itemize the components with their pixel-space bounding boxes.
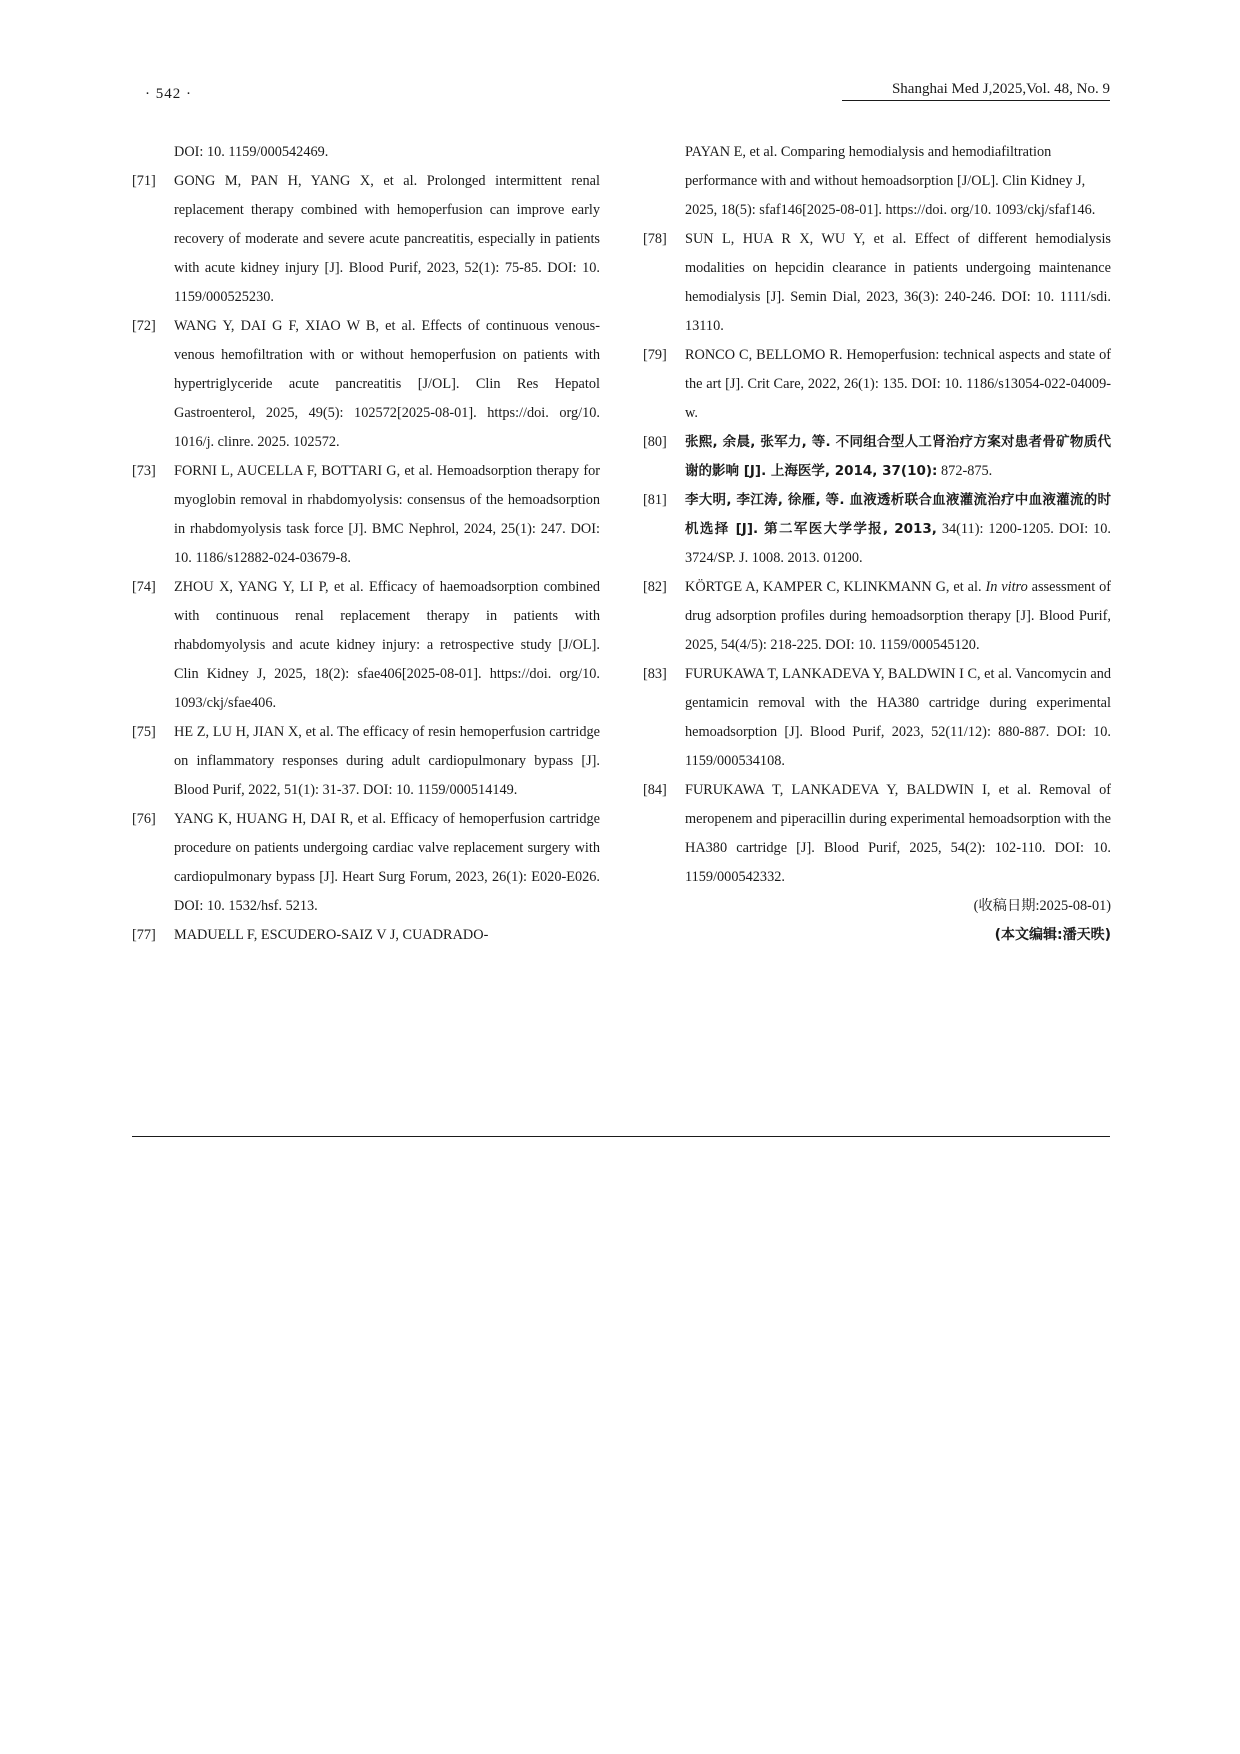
- reference-text: [685, 573, 1111, 660]
- received-date: (收稿日期:2025-08-01): [973, 898, 1111, 914]
- reference-80: [643, 428, 1111, 486]
- reference-number: [72]: [132, 318, 156, 334]
- reference-text: FURUKAWA T, LANKADEVA Y, BALDWIN I, et al. Removal of meropenem and piperacillin during experimental hemoadsorption with the HA380 cartridge [J]. Blood Purif, 2025, 54(2): 102-110. DOI: 10. 1159/000542332.: [685, 782, 1111, 885]
- reference-text-italic: In vitro: [985, 579, 1028, 595]
- reference-number: [77]: [132, 927, 156, 943]
- reference-72: [132, 312, 600, 457]
- reference-number: [74]: [132, 579, 156, 595]
- reference-74: [132, 573, 600, 718]
- reference-text: [685, 428, 1111, 486]
- reference-text: MADUELL F, ESCUDERO-SAIZ V J, CUADRADO-: [174, 927, 489, 943]
- editor-note: (本文编辑:潘天昳): [994, 927, 1111, 943]
- reference-text: YANG K, HUANG H, DAI R, et al. Efficacy of hemoperfusion cartridge procedure on patients undergoing cardiac valve replacement surgery with cardiopulmonary bypass [J]. Heart Surg Forum, 2023, 26(1): E020-E026. DOI: 10. 1532/hsf. 5213.: [174, 811, 600, 914]
- reference-number: [83]: [643, 666, 667, 682]
- right-column: [643, 138, 1111, 950]
- reference-81: [643, 486, 1111, 573]
- reference-continuation: PAYAN E, et al. Comparing hemodialysis and hemodiafiltration performance with and without hemoadsorption [J/OL]. Clin Kidney J, 2025, 18(5): sfaf146[2025-08-01]. https://doi. org/10. 1093/ckj/sfaf146.: [685, 144, 1096, 218]
- running-head: Shanghai Med J,2025,Vol. 48, No. 9: [842, 81, 1110, 101]
- reference-number: [78]: [643, 231, 667, 247]
- reference-text-pages: 872-875.: [941, 463, 993, 479]
- reference-84: [643, 776, 1111, 892]
- reference-text: HE Z, LU H, JIAN X, et al. The efficacy of resin hemoperfusion cartridge on inflammatory responses during adult cardiopulmonary bypass [J]. Blood Purif, 2022, 51(1): 31-37. DOI: 10. 1159/000514149.: [174, 724, 600, 798]
- reference-82: [643, 573, 1111, 660]
- reference-number: [84]: [643, 782, 667, 798]
- reference-continuation: DOI: 10. 1159/000542469.: [174, 144, 329, 160]
- reference-text-chinese: 张熙, 余晨, 张军力, 等. 不同组合型人工肾治疗方案对患者骨矿物质代谢的影响 [J]. 上海医学, 2014, 37(10):: [685, 434, 1111, 479]
- reference-number: [71]: [132, 173, 156, 189]
- reference-text: FURUKAWA T, LANKADEVA Y, BALDWIN I C, et al. Vancomycin and gentamicin removal with the HA380 cartridge during experimental hemoadsorption [J]. Blood Purif, 2023, 52(11/12): 880-887. DOI: 10. 1159/000534108.: [685, 666, 1111, 769]
- reference-76: [132, 805, 600, 921]
- reference-text: WANG Y, DAI G F, XIAO W B, et al. Effects of continuous venous-venous hemofiltration with or without hemoperfusion on patients with hypertriglyceride acute pancreatitis [J/OL]. Clin Res Hepatol Gastroenterol, 2025, 49(5): 102572[2025-08-01]. https://doi. org/10. 1016/j. clinre. 2025. 102572.: [174, 318, 600, 450]
- reference-text: GONG M, PAN H, YANG X, et al. Prolonged intermittent renal replacement therapy combined with hemoperfusion can improve early recovery of moderate and severe acute pancreatitis, especially in patients with acute kidney injury [J]. Blood Purif, 2023, 52(1): 75-85. DOI: 10. 1159/000525230.: [174, 173, 600, 305]
- reference-text: [685, 486, 1111, 573]
- reference-text: FORNI L, AUCELLA F, BOTTARI G, et al. Hemoadsorption therapy for myoglobin removal in rhabdomyolysis: consensus of the hemoadsorption in rhabdomyolysis task force [J]. BMC Nephrol, 2024, 25(1): 247. DOI: 10. 1186/s12882-024-03679-8.: [174, 463, 600, 566]
- left-column: [132, 138, 600, 950]
- reference-number: [76]: [132, 811, 156, 827]
- reference-77: [132, 921, 600, 950]
- reference-78: [643, 225, 1111, 341]
- reference-text-authors: KÖRTGE A, KAMPER C, KLINKMANN G, et al.: [685, 579, 986, 595]
- reference-73: [132, 457, 600, 573]
- reference-83: [643, 660, 1111, 776]
- bottom-rule: [132, 1136, 1110, 1137]
- reference-number: [73]: [132, 463, 156, 479]
- reference-75: [132, 718, 600, 805]
- reference-text-rest: assessment of drug adsorption profiles during hemoadsorption therapy [J]. Blood Purif, 2025, 54(4/5): 218-225. DOI: 10. 1159/000545120.: [685, 579, 1111, 653]
- page-number: · 542 ·: [145, 86, 192, 102]
- reference-text: ZHOU X, YANG Y, LI P, et al. Efficacy of haemoadsorption combined with continuous renal replacement therapy in patients with rhabdomyolysis and acute kidney injury: a retrospective study [J/OL]. Clin Kidney J, 2025, 18(2): sfae406[2025-08-01]. https://doi. org/10. 1093/ckj/sfae406.: [174, 579, 600, 711]
- reference-text: RONCO C, BELLOMO R. Hemoperfusion: technical aspects and state of the art [J]. Crit Care, 2022, 26(1): 135. DOI: 10. 1186/s13054-022-04009-w.: [685, 347, 1111, 421]
- reference-text-pages: 34(11): 1200-1205. DOI: 10. 3724/SP. J. 1008. 2013. 01200.: [685, 521, 1112, 566]
- reference-79: [643, 341, 1111, 428]
- reference-number: [80]: [643, 434, 667, 450]
- reference-number: [79]: [643, 347, 667, 363]
- reference-71: [132, 167, 600, 312]
- reference-number: [82]: [643, 579, 667, 595]
- reference-number: [75]: [132, 724, 156, 740]
- reference-number: [81]: [643, 492, 667, 508]
- reference-text-chinese: 李大明, 李江涛, 徐雁, 等. 血液透析联合血液灌流治疗中血液灌流的时机选择 [J]. 第二军医大学学报, 2013,: [685, 492, 1111, 537]
- reference-text: SUN L, HUA R X, WU Y, et al. Effect of different hemodialysis modalities on hepcidin clearance in patients undergoing maintenance hemodialysis [J]. Semin Dial, 2023, 36(3): 240-246. DOI: 10. 1111/sdi. 13110.: [685, 231, 1111, 334]
